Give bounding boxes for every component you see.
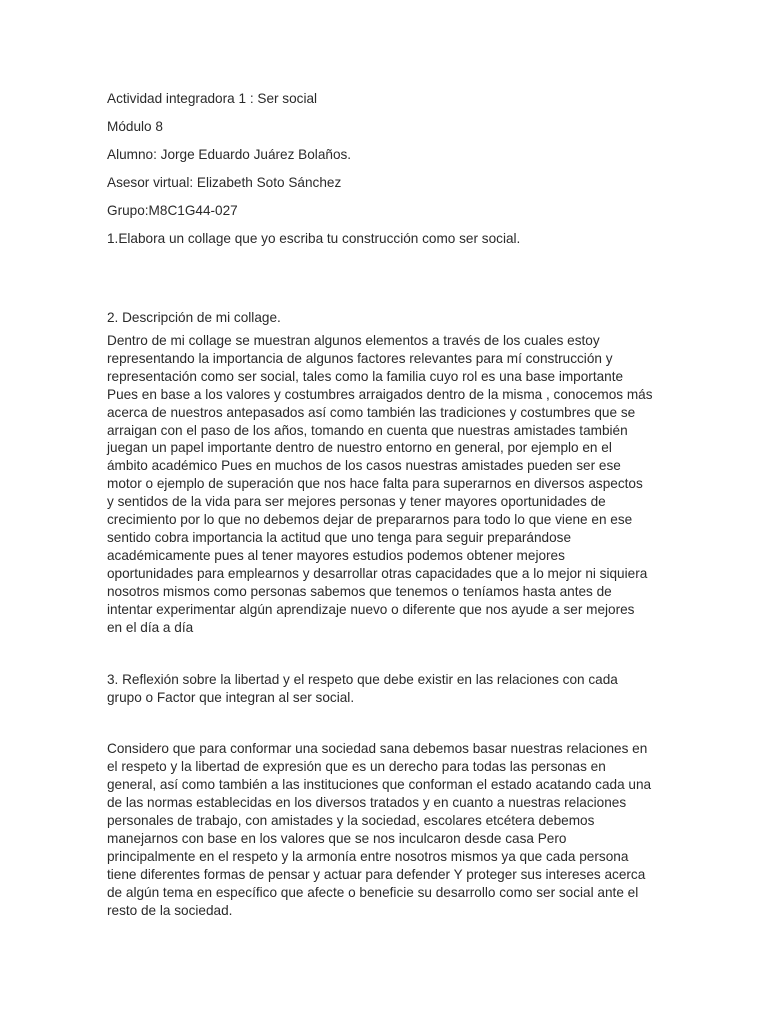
paragraph-line: tiene diferentes formas de pensar y actuar para defender Y proteger sus intereses acerca: [107, 866, 646, 882]
paragraph-line: académicamente pues al tener mayores estudios podemos obtener mejores: [107, 547, 565, 563]
paragraph-line: Considero que para conformar una sociedad sana debemos basar nuestras relaciones en: [107, 741, 648, 757]
paragraph-line: el respeto y la libertad de expresión que es un derecho para todas las personas en: [107, 759, 606, 775]
heading-line: 3. Reflexión sobre la libertad y el respeto que debe existir en las relaciones con cada: [107, 672, 618, 688]
module-label: Módulo 8: [107, 119, 163, 134]
paragraph-line: en el día a día: [107, 619, 194, 635]
spacer: [107, 636, 677, 671]
spacer: [107, 707, 677, 740]
paragraph-line: ámbito académico Pues en muchos de los casos nuestras amistades pueden ser ese: [107, 458, 621, 474]
paragraph-line: nosotros mismos como personas sabemos que tenemos o teníamos hasta antes de: [107, 583, 612, 599]
student-name: Alumno: Jorge Eduardo Juárez Bolaños.: [107, 147, 352, 162]
paragraph-line: intentar experimentar algún aprendizaje nuevo o diferente que nos ayude a ser mejores: [107, 601, 635, 617]
paragraph-line: oportunidades para emplearnos y desarrollar otras capacidades que a lo mejor ni siquiera: [107, 565, 648, 581]
paragraph-line: acerca de nuestros antepasados así como también las tradiciones y costumbres que se: [107, 404, 636, 420]
section1-prompt: 1.Elabora un collage que yo escriba tu construcción como ser social.: [107, 231, 521, 246]
paragraph-line: juegan un papel importante dentro de nuestro entorno en general, por ejemplo en el: [107, 440, 612, 456]
paragraph-line: resto de la sociedad.: [107, 902, 233, 918]
section2-heading: 2. Descripción de mi collage.: [107, 310, 281, 325]
section3-heading: [107, 671, 677, 707]
paragraph-line: representando la importancia de algunos factores relevantes para mí construcción y: [107, 350, 613, 366]
paragraph-line: y sentidos de la vida para ser mejores personas y tener mayores oportunidades de: [107, 494, 606, 510]
paragraph-line: manejarnos con base en los valores que se nos inculcaron desde casa Pero: [107, 830, 567, 846]
paragraph-line: motor o ejemplo de superación que nos hace falta para superarnos en diversos aspectos: [107, 476, 643, 492]
paragraph-line: Dentro de mi collage se muestran algunos elementos a través de los cuales estoy: [107, 333, 600, 348]
paragraph-line: representación como ser social, tales como la familia cuyo rol es una base importante: [107, 368, 624, 384]
paragraph-line: crecimiento por lo que no debemos dejar de prepararnos para todo lo que viene en ese: [107, 512, 633, 528]
paragraph-line: arraigan con el paso de los años, tomando en cuenta que nuestras amistades también: [107, 422, 628, 438]
section3-paragraph: [107, 740, 677, 919]
paragraph-line: de algún tema en específico que afecte o beneficie su desarrollo como ser social ante el: [107, 884, 639, 900]
paragraph-line: sentido cobra importancia la actitud que uno tenga para seguir preparándose: [107, 529, 572, 545]
paragraph-line: personales de trabajo, con amistades y la sociedad, escolares etcétera debemos: [107, 813, 595, 829]
document-page: [107, 90, 677, 919]
heading-line: grupo o Factor que integran al ser social.: [107, 690, 355, 706]
group-code: Grupo:M8C1G44-027: [107, 203, 238, 218]
section2-paragraph: [107, 332, 677, 636]
paragraph-line: general, así como también a las instituciones que conforman el estado acatando cada una: [107, 777, 652, 793]
paragraph-line: principalmente en el respeto y la armonía entre nosotros mismos ya que cada persona: [107, 848, 629, 864]
paragraph-line: de las normas establecidas en los diversos tratados y en cuanto a nuestras relaciones: [107, 795, 627, 811]
advisor-name: Asesor virtual: Elizabeth Soto Sánchez: [107, 175, 342, 190]
paragraph-line: Pues en base a los valores y costumbres arraigados dentro de la misma , conocemos más: [107, 386, 653, 402]
activity-title: Actividad integradora 1 : Ser social: [107, 91, 318, 106]
